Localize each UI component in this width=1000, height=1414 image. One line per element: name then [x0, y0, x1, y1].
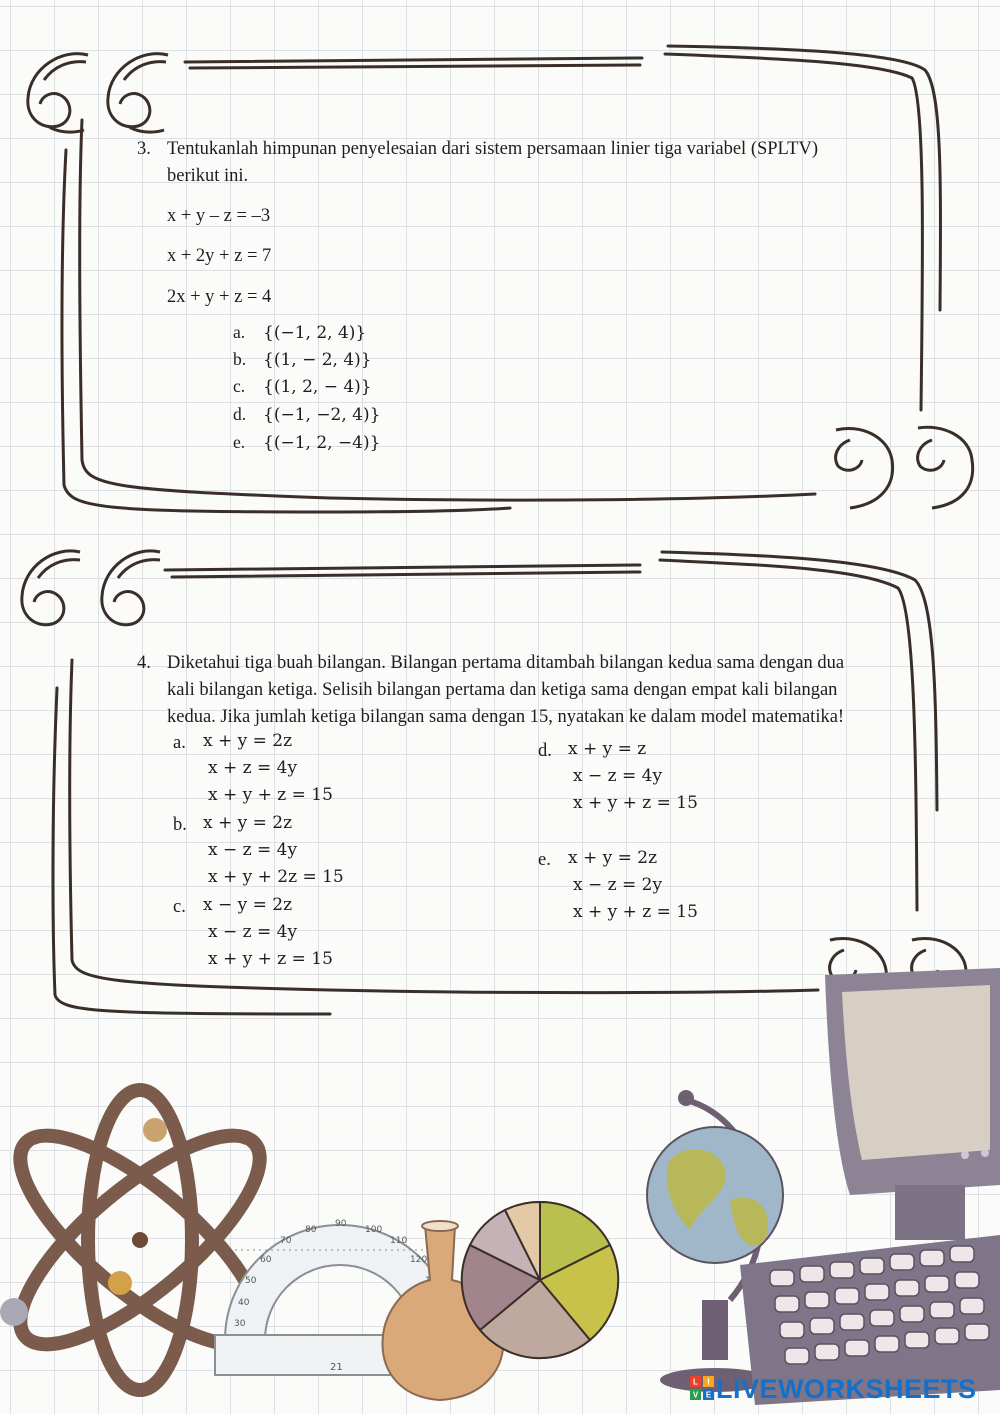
protractor-label: 70: [280, 1236, 292, 1246]
option-equation: x + y + z = 15: [573, 902, 698, 922]
option-equation: x + y + 2z = 15: [208, 867, 344, 887]
keyboard-key: [920, 1250, 944, 1266]
keyboard-key: [800, 1266, 824, 1282]
keyboard-key: [895, 1280, 919, 1296]
ruler-illustration: [215, 1335, 390, 1375]
option-letter: b.: [233, 349, 247, 369]
keyboard-key: [925, 1276, 949, 1292]
keyboard-key: [875, 1336, 899, 1352]
atom-electron: [108, 1271, 132, 1295]
protractor-label: 110: [390, 1236, 408, 1246]
keyboard-key: [775, 1296, 799, 1312]
option-equation: x − y = 2z: [203, 895, 293, 915]
option-letter: e.: [233, 432, 246, 452]
option-letter: c.: [173, 897, 186, 917]
option-letter: a.: [173, 733, 186, 753]
keyboard-key: [900, 1306, 924, 1322]
question-text: kali bilangan ketiga. Selisih bilangan pertama dan ketiga sama dengan empat kali bilangan: [167, 680, 838, 700]
question-text: berikut ini.: [167, 166, 249, 186]
keyboard-key: [935, 1328, 959, 1344]
keyboard-key: [950, 1246, 974, 1262]
option-letter: c.: [233, 376, 246, 396]
option-equation: x + y + z = 15: [573, 793, 698, 813]
logo-letter: L: [693, 1377, 698, 1387]
equation: x + y – z = –3: [167, 206, 271, 226]
keyboard-key: [845, 1340, 869, 1356]
equation: x + 2y + z = 7: [167, 246, 272, 266]
protractor-label: 30: [234, 1319, 246, 1329]
option-equation: x + y = 2z: [568, 848, 658, 868]
keyboard-key: [890, 1254, 914, 1270]
option-equation: x + y + z = 15: [208, 785, 333, 805]
option-letter: d.: [233, 404, 247, 424]
question-text: kedua. Jika jumlah ketiga bilangan sama dengan 15, nyatakan ke dalam model matematika!: [167, 707, 845, 727]
question-number: 4.: [137, 653, 151, 673]
logo-letter: V: [692, 1390, 699, 1400]
keyboard-key: [865, 1284, 889, 1300]
keyboard-key: [805, 1292, 829, 1308]
option-equation: x + z = 4y: [208, 758, 298, 778]
protractor-label: 120: [410, 1255, 428, 1265]
liveworksheets-logo: [690, 1376, 714, 1400]
option-value: {(−1, −2, 4)}: [263, 405, 381, 425]
answer-option-d[interactable]: [233, 404, 380, 425]
answer-option-a[interactable]: [233, 322, 366, 343]
keyboard-key: [930, 1302, 954, 1318]
protractor-label: 60: [260, 1255, 272, 1265]
watermark-text[interactable]: LIVEWORKSHEETS: [716, 1374, 977, 1404]
option-equation: x − z = 4y: [208, 840, 298, 860]
answer-option-b[interactable]: [233, 349, 372, 370]
option-letter: d.: [538, 741, 552, 761]
option-equation: x − z = 2y: [573, 875, 663, 895]
option-value: {(1, − 2, 4)}: [263, 350, 372, 370]
logo-letter: E: [705, 1390, 712, 1400]
option-value: {(−1, 2, −4)}: [263, 433, 381, 453]
option-letter: e.: [538, 850, 551, 870]
option-letter: b.: [173, 815, 187, 835]
keyboard-key: [965, 1324, 989, 1340]
keyboard-key: [905, 1332, 929, 1348]
keyboard-key: [955, 1272, 979, 1288]
keyboard-key: [840, 1314, 864, 1330]
keyboard-key: [770, 1270, 794, 1286]
atom-nucleus: [132, 1232, 148, 1248]
ruler-label: 21: [330, 1362, 343, 1373]
keyboard-key: [860, 1258, 884, 1274]
protractor-label: 40: [238, 1298, 250, 1308]
question-text: Diketahui tiga buah bilangan. Bilangan pertama ditambah bilangan kedua sama dengan dua: [167, 653, 845, 673]
option-equation: x + y = 2z: [203, 731, 293, 751]
atom-electron: [0, 1298, 28, 1326]
atom-electron: [143, 1118, 167, 1142]
protractor-label: 90: [335, 1219, 347, 1229]
answer-option-e[interactable]: [233, 432, 380, 453]
logo-letter: I: [707, 1377, 710, 1387]
protractor-label: 50: [245, 1276, 257, 1286]
keyboard-key: [815, 1344, 839, 1360]
keyboard-key: [835, 1288, 859, 1304]
equation: 2x + y + z = 4: [167, 287, 272, 307]
protractor-label: 100: [365, 1225, 383, 1235]
keyboard-key: [810, 1318, 834, 1334]
option-equation: x + y = z: [568, 739, 647, 759]
option-value: {(1, 2, − 4)}: [263, 377, 372, 397]
keyboard-key: [780, 1322, 804, 1338]
option-value: {(−1, 2, 4)}: [263, 323, 367, 343]
question-text: Tentukanlah himpunan penyelesaian dari sistem persamaan linier tiga variabel (SPLTV): [167, 139, 818, 159]
option-equation: x − z = 4y: [208, 922, 298, 942]
keyboard-key: [870, 1310, 894, 1326]
keyboard-key: [830, 1262, 854, 1278]
protractor-label: 80: [305, 1225, 317, 1235]
answer-option-c[interactable]: [233, 376, 372, 397]
keyboard-key: [960, 1298, 984, 1314]
question-number: 3.: [137, 139, 151, 159]
option-equation: x + y + z = 15: [208, 949, 333, 969]
keyboard-key: [785, 1348, 809, 1364]
option-letter: a.: [233, 322, 246, 342]
option-equation: x − z = 4y: [573, 766, 663, 786]
pie-illustration: [462, 1202, 618, 1358]
option-equation: x + y = 2z: [203, 813, 293, 833]
